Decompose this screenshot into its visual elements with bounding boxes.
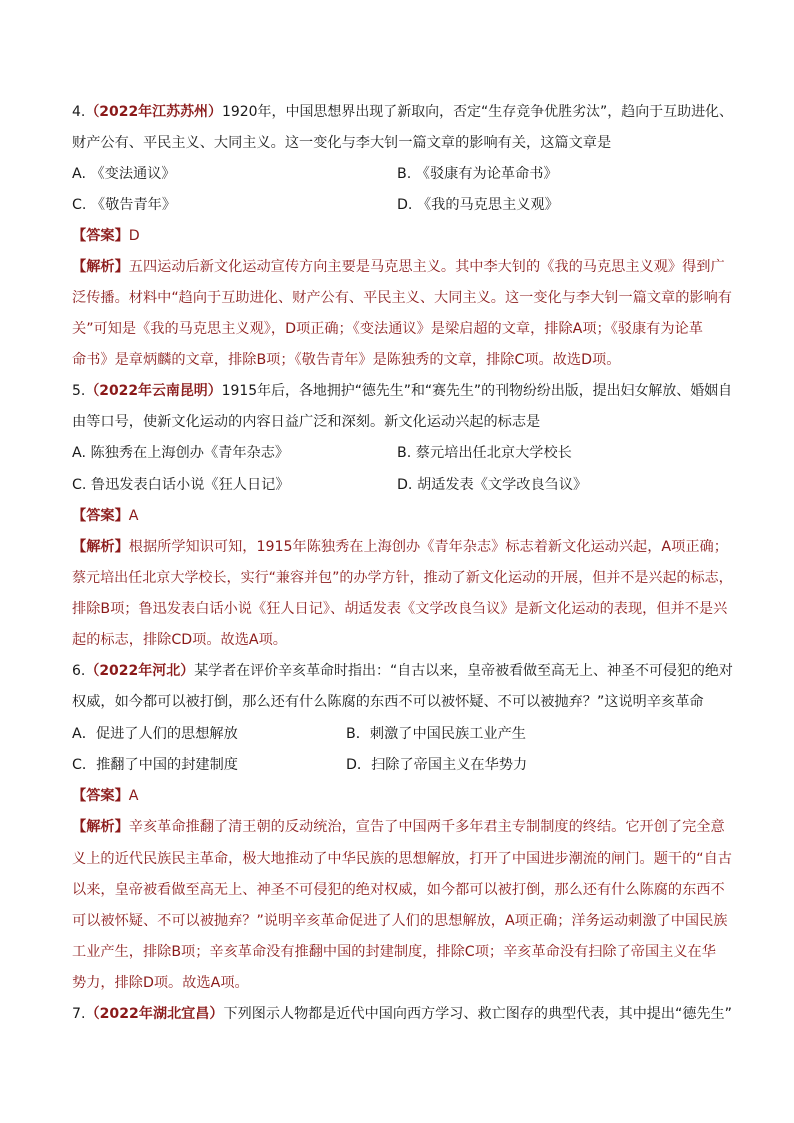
analysis-label: 【解析】 [72,259,129,275]
question-6-stem-line-2: 权威，如今都可以被打倒，那么还有什么陈腐的东西不可以被怀疑、不可以被抛弃？”这说明辛亥革命 [72,694,704,710]
question-6-analysis-line-3: 以来，皇帝被看做至高无上、神圣不可侵犯的绝对权威，如今都可以被打倒，那么还有什么陈腐的东西不 [72,882,725,898]
question-6-analysis-line-2: 义上的近代民族民主革命，极大地推动了中华民族的思想解放，打开了中国进步潮流的闸门。题干的“自古 [72,851,732,867]
question-6-analysis-line-1 [72,818,732,836]
stem-text: 1915年后，各地拥护“德先生”和“赛先生”的刊物纷纷出版，提出妇女解放、婚姻自 [221,383,733,399]
answer-label: 【答案】 [72,508,129,524]
question-5-option-d: D. 胡适发表《文学改良刍议》 [397,477,588,493]
question-4-answer [72,227,732,245]
answer-value: D [128,228,140,244]
question-5-analysis-line-1 [72,538,732,556]
question-4-stem-line-1 [72,103,732,121]
analysis-label: 【解析】 [72,819,129,835]
question-4-analysis-line-4: 命书》是章炳麟的文章，排除B项；《敬告青年》是陈独秀的文章，排除C项。故选D项。 [72,352,621,368]
question-number: 5. [72,383,86,399]
question-number: 6. [72,663,86,679]
question-5-answer [72,507,732,525]
question-6-option-d: D．扫除了帝国主义在华势力 [346,757,528,773]
analysis-label: 【解析】 [72,539,129,555]
question-4-option-c: C. 《敬告青年》 [72,197,177,213]
question-5-option-c: C. 鲁迅发表白话小说《狂人日记》 [72,477,290,493]
answer-label: 【答案】 [72,788,129,804]
question-6-stem-line-1 [72,662,732,680]
question-5-analysis-line-2: 蔡元培出任北京大学校长，实行“兼容并包”的办学方针，推动了新文化运动的开展，但并不是兴起的标志， [72,570,733,586]
question-5-stem-line-2: 由等口号，使新文化运动的内容日益广泛和深刻。新文化运动兴起的标志是 [72,414,541,430]
question-5-option-b: B. 蔡元培出任北京大学校长 [397,445,572,461]
question-4-analysis-line-1 [72,258,732,276]
analysis-text: 五四运动后新文化运动宣传方向主要是马克思主义。其中李大钊的《我的马克思主义观》得到广 [128,259,725,275]
question-source: （2022年云南昆明） [85,383,222,399]
question-4-analysis-line-3: 关”可知是《我的马克思主义观》，D项正确；《变法通议》是梁启超的文章，排除A项；《驳康有为论革 [72,321,703,337]
answer-value: A [128,508,139,524]
question-6-option-b: B．刺激了中国民族工业产生 [346,726,526,742]
question-6-option-a: A．促进了人们的思想解放 [72,726,238,742]
answer-label: 【答案】 [72,228,129,244]
stem-text: 某学者在评价辛亥革命时指出：“自古以来，皇帝被看做至高无上、神圣不可侵犯的绝对 [194,663,733,679]
question-4-option-d: D. 《我的马克思主义观》 [397,197,559,213]
question-5-option-a: A. 陈独秀在上海创办《青年杂志》 [72,445,290,461]
question-4-option-b: B. 《驳康有为论革命书》 [397,166,558,182]
question-6-analysis-line-6: 势力，排除D项。故选A项。 [72,975,249,991]
question-5-stem-line-1 [72,382,732,400]
question-6-option-c: C．推翻了中国的封建制度 [72,757,238,773]
question-source: （2022年湖北宜昌） [85,1006,224,1022]
stem-text: 下列图示人物都是近代中国向西方学习、救亡图存的典型代表，其中提出“德先生” [223,1006,732,1022]
stem-text: 1920年，中国思想界出现了新取向，否定“生存竞争优胜劣汰”，趋向于互助进化、 [222,104,733,120]
question-5-analysis-line-3: 排除B项；鲁迅发表白话小说《狂人日记》、胡适发表《文学改良刍议》是新文化运动的表现，但并不是兴 [72,601,728,617]
question-7-stem-line-1 [72,1005,732,1023]
question-4-analysis-line-2: 泛传播。材料中“趋向于互助进化、财产公有、平民主义、大同主义。这一变化与李大钊一篇文章的影响有 [72,290,732,306]
answer-value: A [128,788,139,804]
question-4-stem-line-2: 财产公有、平民主义、大同主义。这一变化与李大钊一篇文章的影响有关，这篇文章是 [72,135,612,151]
question-6-answer [72,787,732,805]
question-5-analysis-line-4: 起的标志，排除CD项。故选A项。 [72,632,287,648]
question-number: 4. [72,104,86,120]
question-6-analysis-line-4: 可以被怀疑、不可以被抛弃？”说明辛亥革命促进了人们的思想解放，A项正确；洋务运动刺激了中国民族 [72,913,728,929]
analysis-text: 辛亥革命推翻了清王朝的反动统治，宣告了中国两千多年君主专制制度的终结。它开创了完全意 [128,819,725,835]
question-source: （2022年江苏苏州） [85,104,222,120]
analysis-text: 根据所学知识可知，1915年陈独秀在上海创办《青年杂志》标志着新文化运动兴起，A项正确； [128,539,728,555]
question-source: （2022年河北） [85,663,195,679]
question-number: 7. [72,1006,86,1022]
question-6-analysis-line-5: 工业产生，排除B项；辛亥革命没有推翻中国的封建制度，排除C项；辛亥革命没有扫除了帝国主义在华 [72,944,716,960]
question-4-option-a: A. 《变法通议》 [72,166,176,182]
